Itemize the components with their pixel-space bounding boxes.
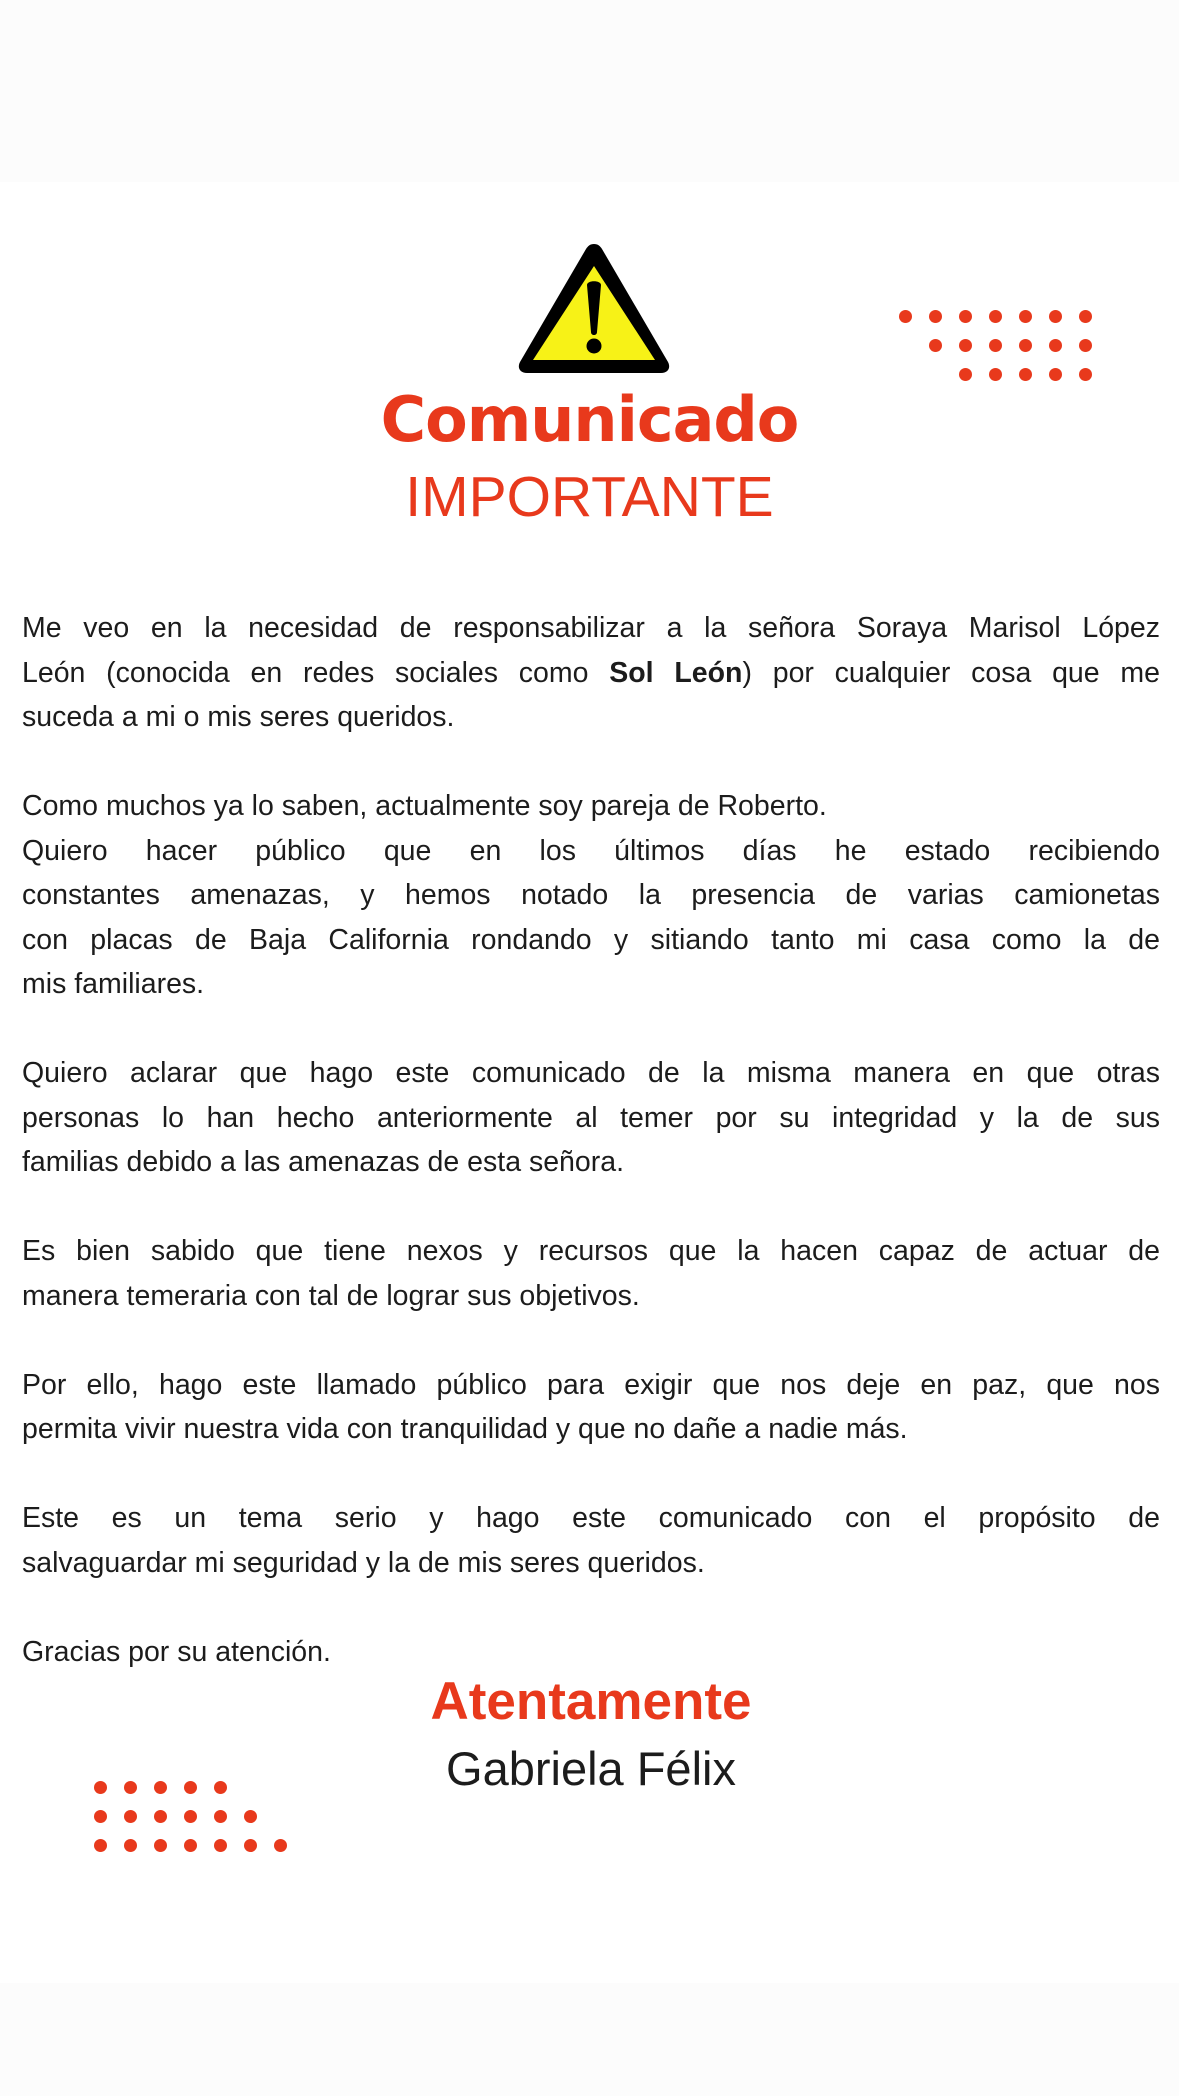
- bottom-margin-band: [0, 1983, 1179, 2096]
- dot: [244, 1810, 257, 1823]
- dot: [94, 1810, 107, 1823]
- text-line: Es bien sabido que tiene nexos y recursos que la hacen capaz de actuar de: [22, 1235, 1160, 1267]
- dot: [929, 310, 942, 323]
- signature-salutation: Atentamente: [430, 1672, 752, 1731]
- dot: [1079, 339, 1092, 352]
- text-line: permita vivir nuestra vida con tranquilidad y que no dañe a nadie más.: [22, 1413, 908, 1445]
- dot: [1019, 368, 1032, 381]
- text-line: Me veo en la necesidad de responsabilizar a la señora Soraya Marisol López: [22, 612, 1160, 644]
- dot: [929, 339, 942, 352]
- dot: [989, 339, 1002, 352]
- warning-triangle-icon: [516, 240, 672, 376]
- text-line: Como muchos ya lo saben, actualmente soy pareja de Roberto.: [22, 790, 827, 822]
- paragraph-3: [22, 1051, 1160, 1185]
- dot: [1019, 339, 1032, 352]
- dot: [244, 1839, 257, 1852]
- dot: [154, 1810, 167, 1823]
- page-title: Comunicado: [380, 383, 799, 456]
- text-line: Quiero hacer público que en los últimos días he estado recibiendo: [22, 834, 1160, 867]
- text-line: personas lo han hecho anteriormente al temer por su integridad y la de sus: [22, 1101, 1160, 1134]
- dot: [214, 1781, 227, 1794]
- text-line: [22, 651, 1160, 696]
- dot: [124, 1781, 137, 1794]
- statement-body: [22, 606, 1160, 1630]
- dot: [989, 310, 1002, 323]
- dot: [989, 368, 1002, 381]
- dot: [124, 1839, 137, 1852]
- dot: [1019, 310, 1032, 323]
- dot: [959, 310, 972, 323]
- top-margin-band: [0, 0, 1179, 182]
- bottom-left-dot-pattern: [94, 1773, 314, 1860]
- dot: [1049, 310, 1062, 323]
- dot: [154, 1839, 167, 1852]
- dot: [94, 1781, 107, 1794]
- dot-row: [94, 1831, 314, 1860]
- text-line: Este es un tema serio y hago este comunicado con el propósito de: [22, 1502, 1160, 1534]
- dot: [184, 1781, 197, 1794]
- dot: [154, 1781, 167, 1794]
- dot: [214, 1839, 227, 1852]
- dot-row: [94, 1773, 314, 1802]
- dot-row: [870, 302, 1092, 331]
- dot: [959, 368, 972, 381]
- text-line: Quiero aclarar que hago este comunicado de la misma manera en que otras: [22, 1057, 1160, 1089]
- dot: [184, 1810, 197, 1823]
- dot: [1049, 339, 1062, 352]
- paragraph-4: [22, 1229, 1160, 1318]
- closing-line: Gracias por su atención.: [22, 1636, 331, 1668]
- text-line: suceda a mi o mis seres queridos.: [22, 701, 455, 733]
- dot-row: [870, 331, 1092, 360]
- dot: [1079, 310, 1092, 323]
- highlighted-name: Sol León: [609, 656, 743, 689]
- dot: [184, 1839, 197, 1852]
- text-line: constantes amenazas, y hemos notado la presencia de varias camionetas: [22, 879, 1160, 911]
- top-right-dot-pattern: [870, 302, 1092, 389]
- dot: [1049, 368, 1062, 381]
- paragraph-5: [22, 1363, 1160, 1452]
- text-segment: León (conocida en redes sociales como: [22, 656, 610, 689]
- text-line: Por ello, hago este llamado público para exigir que nos deje en paz, que nos: [22, 1368, 1160, 1401]
- signature-name: Gabriela Félix: [446, 1742, 736, 1795]
- paragraph-2: [22, 784, 1160, 1007]
- text-segment: ) por cualquier cosa que me: [742, 656, 1160, 689]
- paragraph-6: [22, 1496, 1160, 1585]
- text-line: familias debido a las amenazas de esta señora.: [22, 1146, 625, 1178]
- text-line: con placas de Baja California rondando y sitiando tanto mi casa como la de: [22, 923, 1160, 956]
- dot: [1079, 368, 1092, 381]
- dot: [959, 339, 972, 352]
- text-line: salvaguardar mi seguridad y la de mis seres queridos.: [22, 1546, 705, 1579]
- dot: [274, 1839, 287, 1852]
- dot-row: [94, 1802, 314, 1831]
- dot: [214, 1810, 227, 1823]
- paragraph-1: [22, 606, 1160, 740]
- dot: [899, 310, 912, 323]
- text-line: mis familiares.: [22, 968, 205, 1000]
- page-subtitle: IMPORTANTE: [405, 465, 774, 529]
- dot: [94, 1839, 107, 1852]
- dot-row: [870, 360, 1092, 389]
- text-line: manera temeraria con tal de lograr sus objetivos.: [22, 1279, 640, 1312]
- dot: [124, 1810, 137, 1823]
